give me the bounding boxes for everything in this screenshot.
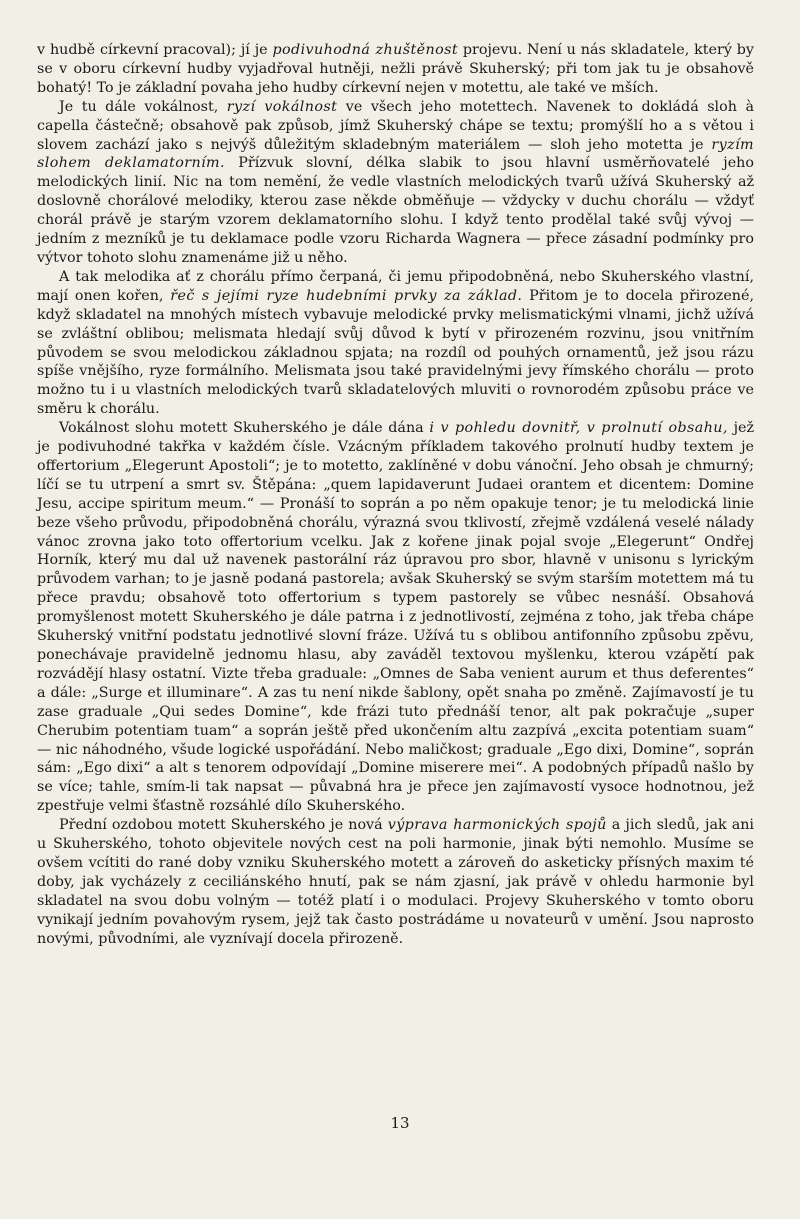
text-segment: Přízvuk slovní, délka slabik to jsou hlavní usměrňovatelé jeho melodických linií. Nic na tom nemění, že vedle vlastních melodických tvarů užívá Skuherský až doslovně chorálové melodiky, kterou zase někde obměňuje — vždycky v duchu chorálu — vždyť chorál právě je starým vzorem deklamatorního slohu. I když tento prodělal také svůj vývoj — jedním z mezníků je tu deklamace podle vzoru Richarda Wagnera — přece zásadní podmínky pro výtvor tohoto slohu znamenáme již u něho. <box>37 155 754 266</box>
emphasized-text: řeč s jejími ryze hudebními prvky za základ. <box>170 287 523 304</box>
emphasized-text: ryzí vokálnost <box>226 98 338 115</box>
text-segment: Přední ozdobou motett Skuherského je nová <box>59 817 388 834</box>
text-segment: Je tu dále vokálnost, <box>59 98 227 115</box>
emphasized-text: i v pohledu dovnitř, v prolnutí obsahu, <box>429 420 728 437</box>
text-segment: Přitom je to docela přirozené, když skladatel na mnohých místech vybavuje melodické prvky melismatickými vlnami, jichž užívá se zvláštní oblibou; melismata hledají svůj důvod k bytí v přirozeném rozvinu, jsou vnitřním původem se svou melodickou základnou spjata; na rozdíl od pouhých ornamentů, jež jsou rázu spíše vnějšího, ryze formálního. Melismata jsou také pravidelnými jevy římského chorálu — proto možno tu i u vlastních melodických tvarů skladatelových mluviti o rovnorodém způsobu práce ve směru k chorálu. <box>37 287 755 418</box>
text-segment: v hudbě církevní pracoval); jí je <box>37 42 273 58</box>
text-segment: jež je podivuhodné takřka v každém čísle. Vzácným příkladem takového prolnutí hudby textem je offertorium „Elegerunt Apostoli“; je to motetto, zaklíněné v dobu vánoční. Jeho obsah je chmurný; líčí se tu utrpení a smrt sv. Štěpána: „quem lapidaverunt Judaei orantem et dicentem: Domine Jesu, accipe spiritum meum.“ — Pronáší to soprán a po něm opakuje tenor; je tu melodická linie beze všeho průvodu, připodobněná chorálu, výrazná svou tklivostí, zřejmě vzdálená veselé nálady vánoc zrovna jako toto offertorium vcelku. Jak z kořene jinak pojal svoje „Elegerunt“ Ondřej Horník, který mu dal už navenek pastorální ráz úpravou pro sbor, hlavně v unisonu s lyrickým průvodem varhan; to je jasně podaná pastorela; avšak Skuherský se svým starším motettem má tu přece pravdu; obsahově toto offertorium s typem pastorely se vůbec nesnáší. Obsahová promyšlenost motett Skuherského je dále patrna i z jednotlivostí, zejména z toho, jak třeba chápe Skuherský vnitřní podstatu jednotlivé slovní fráze. Užívá tu s oblibou antifonního způsobu zpěvu, ponechávaje pravidelně jednomu hlasu, aby zaváděl textovou myšlenku, kterou vzápětí pak rozvádějí hlasy ostatní. Vizte třeba graduale: „Omnes de Saba venient aurum et thus deferentes“ a dále: „Surge et illuminare“. A zas tu není nikde šablony, opět snaha po změně. Zajímavostí je tu zase graduale „Qui sedes Domine“, kde frázi tuto přednáší tenor, alt pak pokračuje „super Cherubim potentiam tuam“ a soprán ještě před ukončením altu zazpívá „excita potentiam suam“ — nic náhodného, všude logické uspořádání. Nebo maličkost; graduale „Ego dixi, Domine“, soprán sám: „Ego dixi“ a alt s tenorem odpovídají „Domine miserere mei“. A podobných případů našlo by se více; tahle, smím-li tak napsat — půvabná hra je přece jen zajímavostí vysoce hodnotnou, jež zpestřuje velmi šťastně rozsáhlé dílo Skuherského. <box>37 420 754 815</box>
emphasized-text: podivuhodná zhuštěnost <box>272 42 458 58</box>
paragraph <box>37 98 754 268</box>
text-segment: A tak melodika ať z chorálu přímo čerpaná, či jemu připodobněná, nebo Skuherského vlastní, mají onen kořen, <box>37 268 754 304</box>
paragraph <box>37 268 754 419</box>
text-segment: ve všech jeho motettech. Navenek to dokládá sloh à capella částečně; obsahově pak způsob, jímž Skuherský chápe se textu; promýšlí ho a s větou i slovem zachází jako s nejvýš důležitým skladebným materiálem — sloh jeho motetta je <box>37 98 754 153</box>
body-text <box>37 41 754 949</box>
text-segment: a jich sledů, jak ani u Skuherského, tohoto objevitele nových cest na poli harmonie, jinak býti nemohlo. Musíme se ovšem vcítiti do rané doby vzniku Skuherského motett a zároveň do asketicky přísných maxim té doby, jak vycházely z ceciliánského hnutí, pak se nám zjasní, jak právě v ohledu harmonie byl skladatel na svou dobu volným — totéž platí i o modulaci. Projevy Skuherského v tomto oboru vynikají jedním povahovým rysem, jejž tak často postrádáme u novateurů v umění. Jsou naprosto novými, původními, ale vyznívají docela přirozeně. <box>37 817 754 947</box>
text-segment: projevu. Není u nás skladatele, který by se v oboru církevní hudby vyjadřoval hutněji, nežli právě Skuherský; při tom jak tu je obsahově bohatý! To je základní povaha jeho hudby církevní nejen v motettu, ale také ve mších. <box>37 42 754 96</box>
text-segment: Vokálnost slohu motett Skuherského je dále dána <box>59 420 430 437</box>
paragraph <box>37 816 754 948</box>
emphasized-text: ryzím slohem deklamatorním. <box>37 136 754 172</box>
page-number: 13 <box>390 1114 410 1132</box>
paragraph <box>37 41 754 98</box>
paragraph <box>37 419 754 816</box>
emphasized-text: výprava harmonických spojů <box>387 817 607 834</box>
